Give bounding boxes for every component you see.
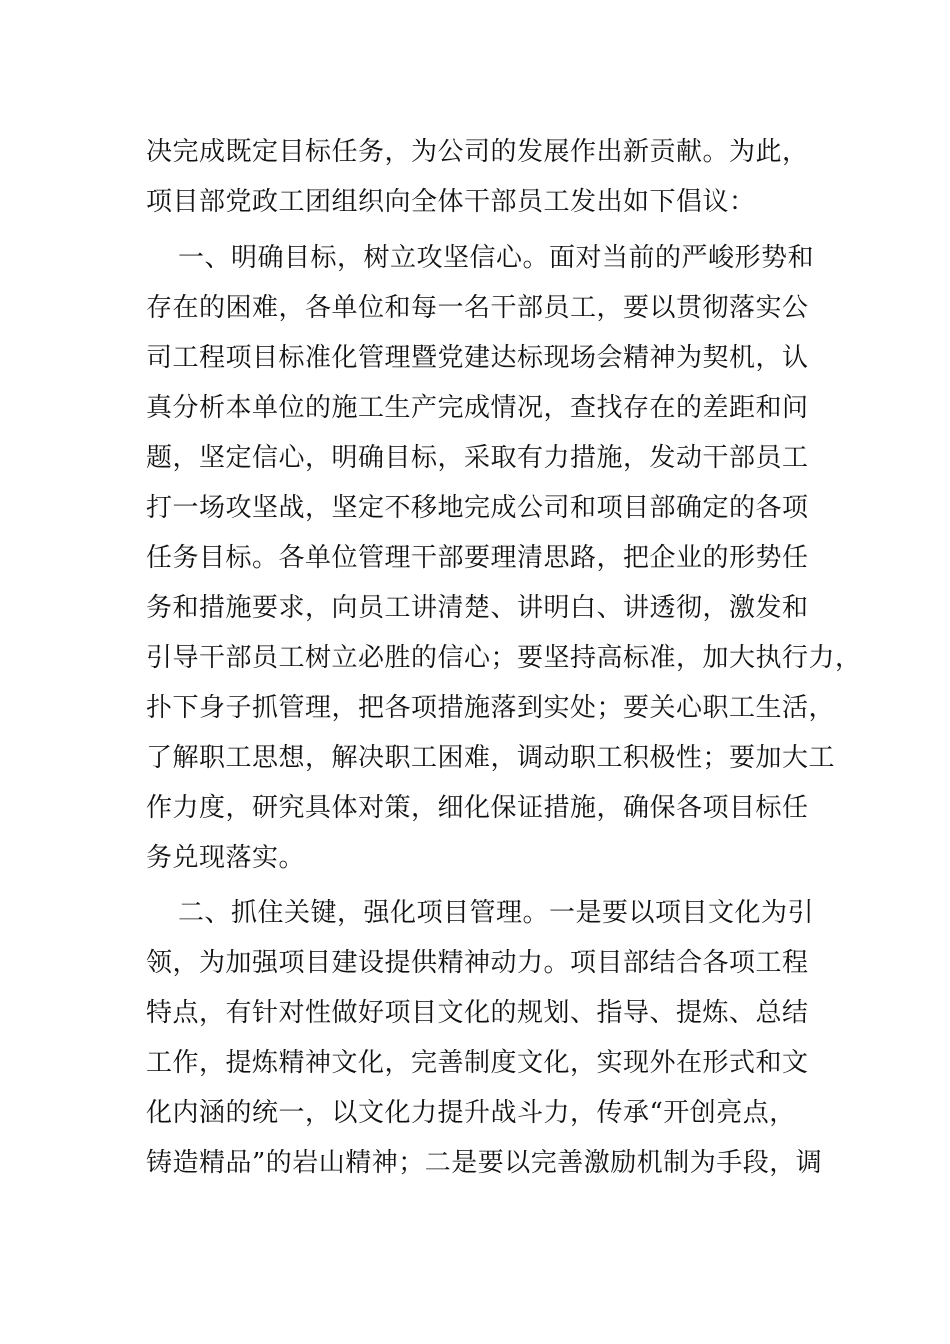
text-line-15: 务兑现落实。 [146,843,306,873]
paragraph-1-heading-line: 一、明确目标，树立攻坚信心。面对当前的严峻形势和 [178,243,815,273]
text-line-1: 决完成既定目标任务，为公司的发展作出新贡献。为此， [146,137,809,167]
text-line-8: 打一场攻坚战，坚定不移地完成公司和项目部确定的各项 [146,493,809,523]
text-line-5: 司工程项目标准化管理暨党建达标现场会精神为契机，认 [146,343,809,373]
text-line-13: 了解职工思想，解决职工困难，调动职工积极性；要加大工 [146,743,836,773]
text-line-12: 扑下身子抓管理，把各项措施落到实处；要关心职工生活， [146,693,836,723]
text-line-14: 作力度，研究具体对策，细化保证措施，确保各项目标任 [146,793,809,823]
text-line-2: 项目部党政工团组织向全体干部员工发出如下倡议： [146,187,756,217]
text-line-10: 务和措施要求，向员工讲清楚、讲明白、讲透彻，激发和 [146,593,809,623]
text-line-18: 特点，有针对性做好项目文化的规划、指导、提炼、总结 [146,998,809,1028]
text-line-6: 真分析本单位的施工生产完成情况，查找存在的差距和问 [146,393,809,423]
text-line-9: 任务目标。各单位管理干部要理清思路，把企业的形势任 [146,543,809,573]
text-line-21: 铸造精品”的岩山精神；二是要以完善激励机制为手段，调 [146,1148,823,1178]
text-line-7: 题，坚定信心，明确目标，采取有力措施，发动干部员工 [146,443,809,473]
text-line-11: 引导干部员工树立必胜的信心；要坚持高标准，加大执行力， [146,643,862,673]
text-line-19: 工作，提炼精神文化，完善制度文化，实现外在形式和文 [146,1048,809,1078]
text-line-4: 存在的困难，各单位和每一名干部员工，要以贯彻落实公 [146,293,809,323]
paragraph-2-heading-line: 二、抓住关键，强化项目管理。一是要以项目文化为引 [178,898,815,928]
text-line-17: 领，为加强项目建设提供精神动力。项目部结合各项工程 [146,948,809,978]
text-line-20: 化内涵的统一，以文化力提升战斗力，传承“开创亮点， [146,1098,796,1128]
